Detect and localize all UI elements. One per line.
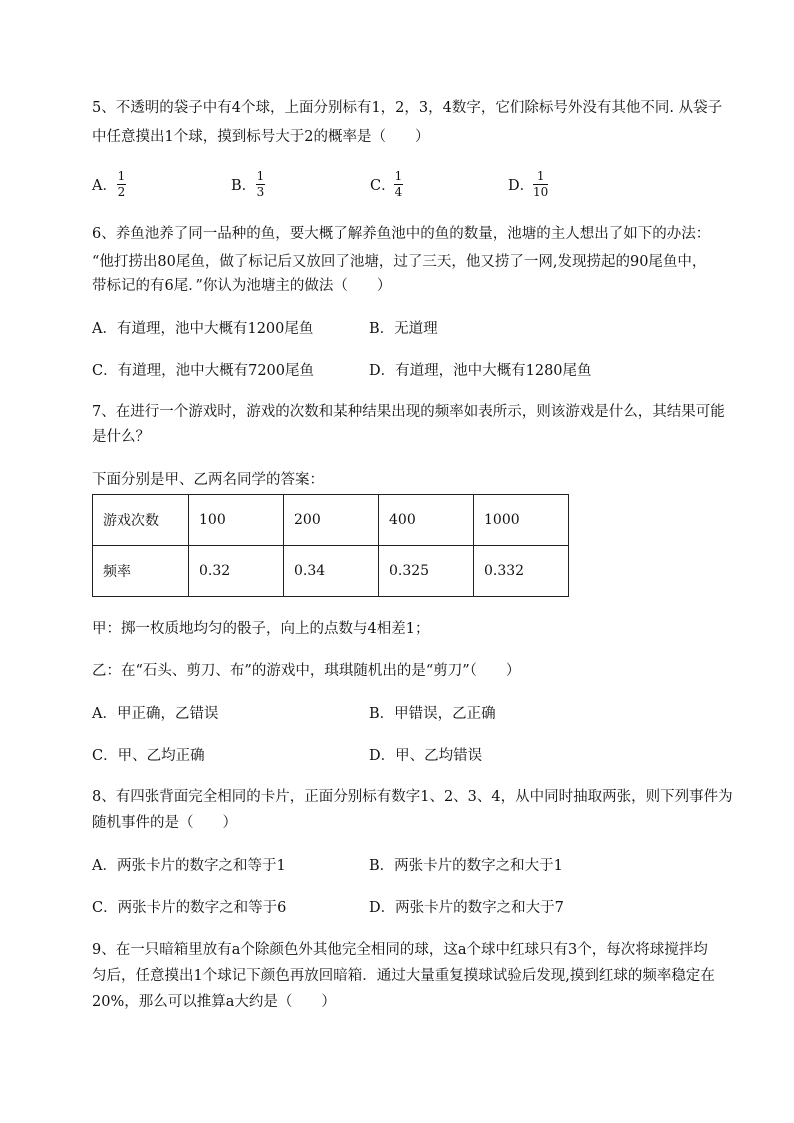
- q8-line-1: 8、有四张背面完全相同的卡片，正面分别标有数字1、2、3、4，从中同时抽取两张，则下列事件为: [92, 789, 733, 805]
- q5-c-denominator: 4: [394, 185, 403, 199]
- q5-d-numerator: 1: [536, 169, 545, 183]
- q8-option-a: A．两张卡片的数字之和等于1: [92, 858, 286, 874]
- q7-line-2: 是什么？: [92, 429, 150, 445]
- q7-answer-yi: 乙：在“石头、剪刀、布”的游戏中，琪琪随机出的是“剪刀”（ ）: [92, 663, 521, 679]
- q5-line-1: 5、不透明的袋子中有4个球，上面分别标有1，2，3，4数字，它们除标号外没有其他不同. 从袋子: [92, 100, 723, 116]
- q5-b-denominator: 3: [256, 185, 265, 199]
- table-row: [93, 495, 569, 546]
- q6-line-3: 带标记的有6尾．”你认为池塘主的做法（ ）: [92, 278, 392, 294]
- q5-option-a-fraction: [117, 170, 126, 199]
- q5-d-denominator: 10: [533, 185, 549, 199]
- q6-option-a: A．有道理，池中大概有1200尾鱼: [92, 321, 314, 337]
- q5-option-b-fraction: [256, 170, 265, 199]
- q5-option-a: [92, 176, 117, 196]
- q7-line-1: 7、在进行一个游戏时，游戏的次数和某种结果出现的频率如表所示，则该游戏是什么，其结果可能: [92, 404, 725, 420]
- table-cell: 200: [284, 495, 379, 546]
- q8-option-b: B．两张卡片的数字之和大于1: [369, 858, 563, 874]
- q5-b-numerator: 1: [256, 169, 265, 183]
- q5-option-c-prefix: C．: [370, 178, 396, 194]
- q5-option-d-prefix: D．: [508, 178, 535, 194]
- q5-option-b-prefix: B．: [231, 178, 257, 194]
- q5-option-c-fraction: [394, 170, 403, 199]
- q7-answer-jia: 甲：掷一枚质地均匀的骰子，向上的点数与4相差1；: [92, 621, 430, 637]
- q6-option-c: C．有道理，池中大概有7200尾鱼: [92, 363, 314, 379]
- q5-option-d: [508, 176, 534, 196]
- q5-a-denominator: 2: [117, 185, 126, 199]
- q6-option-b: B．无道理: [369, 321, 438, 337]
- q9-line-2: 匀后，任意摸出1个球记下颜色再放回暗箱．通过大量重复摸球试验后发现,摸到红球的频率稳定在: [92, 968, 715, 984]
- q8-line-2: 随机事件的是（ ）: [92, 815, 237, 831]
- q8-option-d: D．两张卡片的数字之和大于7: [369, 900, 564, 916]
- table-cell: 0.325: [379, 546, 474, 597]
- table-cell: 频率: [93, 546, 189, 597]
- q5-c-numerator: 1: [394, 169, 403, 183]
- q5-option-a-prefix: A．: [92, 178, 117, 194]
- table-cell: 1000: [474, 495, 569, 546]
- q5-option-b: [231, 176, 256, 196]
- q8-option-c: C．两张卡片的数字之和等于6: [92, 900, 287, 916]
- frequency-table: [92, 494, 569, 597]
- q6-option-d: D．有道理，池中大概有1280尾鱼: [369, 363, 592, 379]
- q6-line-1: 6、养鱼池养了同一品种的鱼，要大概了解养鱼池中的鱼的数量，池塘的主人想出了如下的办法：: [92, 226, 711, 242]
- table-cell: 100: [189, 495, 284, 546]
- q7-option-a: A．甲正确，乙错误: [92, 706, 219, 722]
- q5-a-numerator: 1: [117, 169, 126, 183]
- table-cell: 游戏次数: [93, 495, 189, 546]
- q7-intro: 下面分别是甲、乙两名同学的答案：: [92, 472, 324, 488]
- q5-option-d-fraction: [533, 170, 548, 199]
- table-cell: 0.332: [474, 546, 569, 597]
- table-cell: 400: [379, 495, 474, 546]
- q7-option-b: B．甲错误，乙正确: [369, 706, 496, 722]
- table-cell: 0.34: [284, 546, 379, 597]
- q6-line-2: “他打捞出80尾鱼，做了标记后又放回了池塘，过了三天，他又捞了一网,发现捞起的90尾鱼中，: [92, 254, 707, 270]
- q5-option-c: [370, 176, 396, 196]
- q5-line-2: 中任意摸出1个球，摸到标号大于2的概率是（ ）: [92, 129, 430, 145]
- q7-option-d: D．甲、乙均错误: [369, 748, 483, 764]
- table-row: [93, 546, 569, 597]
- q7-option-c: C．甲、乙均正确: [92, 748, 205, 764]
- q9-line-1: 9、在一只暗箱里放有a个除颜色外其他完全相同的球，这a个球中红球只有3个，每次将球搅拌均: [92, 942, 708, 958]
- q9-line-3: 20%，那么可以推算a大约是（ ）: [92, 994, 336, 1010]
- table-cell: 0.32: [189, 546, 284, 597]
